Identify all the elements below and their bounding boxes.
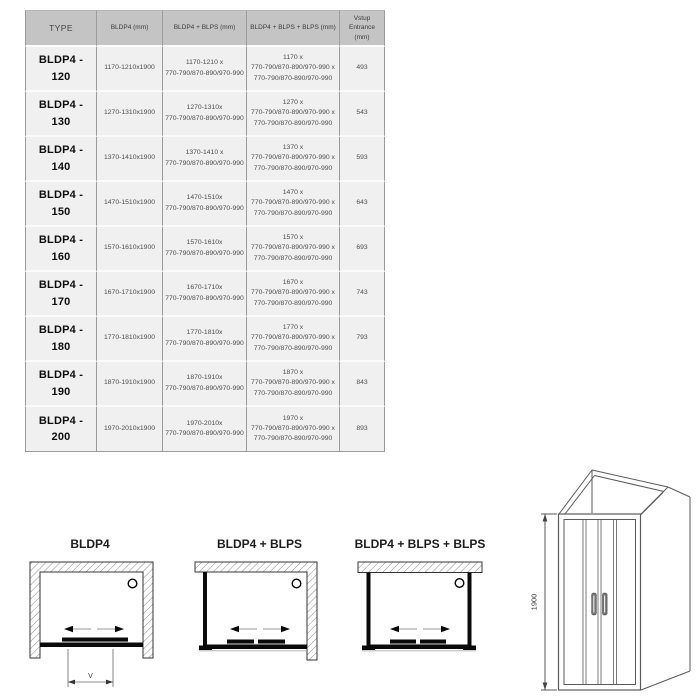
type-cell: BLDP4 - 170 xyxy=(25,272,97,317)
type-cell: BLDP4 - 130 xyxy=(25,92,97,137)
height-dimension-label: 1900 xyxy=(529,593,539,611)
table-row xyxy=(25,92,385,137)
plan1-title: BLDP4 xyxy=(70,537,110,551)
plan3-drawing xyxy=(350,555,505,700)
combo2-cell xyxy=(247,47,340,92)
plan3-title: BLDP4 + BLPS + BLPS xyxy=(354,537,486,551)
dim-line: 770-790/870-890/970-990 xyxy=(253,344,333,352)
combo1-cell xyxy=(163,182,247,227)
dim-line: 770-790/870-890/970-990 x xyxy=(251,289,335,297)
dim-line: 770-790/870-890/970-990 x xyxy=(251,244,335,252)
dim-line: 1370 x xyxy=(282,144,304,152)
combo1-cell xyxy=(163,362,247,407)
combo1-cell xyxy=(163,407,247,452)
dim-cell: 1170-1210x1900 xyxy=(97,47,163,92)
door-edge-highlight xyxy=(227,644,285,645)
dim-line: 770-790/870-890/970-990 x xyxy=(251,424,335,432)
dim-line: 770-790/870-890/970-990 xyxy=(253,389,333,397)
dim-line: 1170 x xyxy=(283,54,303,62)
elevation-3d-drawing xyxy=(525,455,700,700)
shower-box-3d xyxy=(559,470,691,690)
dim-line: 1670 x xyxy=(282,279,304,287)
dim-line: 1270-1310x xyxy=(186,104,223,112)
dim-line: 770-790/870-890/970-990 xyxy=(165,204,244,212)
combo2-cell xyxy=(247,407,340,452)
dim-line: 770-790/870-890/970-990 xyxy=(165,114,244,122)
entrance-cell: 893 xyxy=(340,407,385,452)
entrance-cell: 593 xyxy=(340,137,385,182)
shower-symbol-icon xyxy=(292,579,301,588)
table-row xyxy=(25,407,385,452)
slide-arrow-right-icon xyxy=(263,626,290,632)
dim-cell: 1470-1510x1900 xyxy=(97,182,163,227)
fixed-panel-blps xyxy=(367,573,371,647)
slide-arrow-right-icon xyxy=(97,626,124,632)
dim-cell: 1370-1410x1900 xyxy=(97,137,163,182)
sliding-door xyxy=(258,640,285,644)
sliding-door xyxy=(390,640,416,644)
dim-line: 770-790/870-890/970-990 xyxy=(253,435,333,443)
dim-line: 770-790/870-890/970-990 xyxy=(253,164,333,172)
slide-arrow-left-icon xyxy=(230,626,257,632)
type-cell: BLDP4 - 190 xyxy=(25,362,97,407)
dim-cell: 1670-1710x1900 xyxy=(97,272,163,317)
table-row xyxy=(25,317,385,362)
shower-symbol-icon xyxy=(128,579,137,588)
header-bldp4-blps-blps: BLDP4 + BLPS + BLPS (mm) xyxy=(247,10,340,47)
combo1-cell xyxy=(163,92,247,137)
type-cell: BLDP4 - 180 xyxy=(25,317,97,362)
sliding-track xyxy=(371,645,468,650)
entrance-cell: 543 xyxy=(340,92,385,137)
combo2-cell xyxy=(247,317,340,362)
fixed-panel-blps xyxy=(468,573,472,647)
combo2-cell xyxy=(247,182,340,227)
size-spec-table xyxy=(25,10,385,452)
sliding-doors xyxy=(62,638,128,642)
door-edge-highlight xyxy=(62,642,128,643)
dim-cell: 1570-1610x1900 xyxy=(97,227,163,272)
door-edge-highlight xyxy=(390,644,446,645)
dim-line: 770-790/870-890/970-990 x xyxy=(251,109,335,117)
table-row xyxy=(25,137,385,182)
wall-hatched xyxy=(358,562,482,573)
dim-line: 1970-2010x xyxy=(186,419,223,427)
dim-line: 1570-1610x xyxy=(186,239,223,247)
header-entrance-line: Entrance xyxy=(348,24,376,32)
dim-line: 1770-1810x xyxy=(186,329,223,337)
dim-line: 770-790/870-890/970-990 xyxy=(253,209,333,217)
dim-cell: 1970-2010x1900 xyxy=(97,407,163,452)
dim-line: 770-790/870-890/970-990 xyxy=(165,430,244,437)
header-bldp4-blps: BLDP4 + BLPS (mm) xyxy=(163,10,247,47)
dim-line: 770-790/870-890/970-990 x xyxy=(251,199,335,207)
combo1-cell xyxy=(163,227,247,272)
type-cell: BLDP4 - 150 xyxy=(25,182,97,227)
dim-line: 1770 x xyxy=(282,324,304,332)
dim-line: 770-790/870-890/970-990 xyxy=(253,119,333,127)
combo1-cell xyxy=(163,137,247,182)
combo2-cell xyxy=(247,362,340,407)
dim-line: 770-790/870-890/970-990 x xyxy=(251,64,335,72)
dim-line: 1170-1210 x xyxy=(185,59,224,67)
table-row xyxy=(25,227,385,272)
sliding-door xyxy=(227,640,254,644)
sliding-door xyxy=(420,640,446,644)
sliding-track xyxy=(207,645,307,650)
table-row xyxy=(25,272,385,317)
combo2-cell xyxy=(247,137,340,182)
slide-arrow-left-icon xyxy=(64,626,91,632)
fixed-panel-blps xyxy=(203,572,207,646)
table-row xyxy=(25,362,385,407)
combo1-cell xyxy=(163,317,247,362)
combo2-cell xyxy=(247,92,340,137)
dim-line: 770-790/870-890/970-990 x xyxy=(251,154,335,162)
entrance-cell: 693 xyxy=(340,227,385,272)
v-dimension-label: V xyxy=(88,673,93,680)
shower-symbol-icon xyxy=(455,579,464,588)
header-entrance-line: Vstup xyxy=(353,14,371,22)
entrance-cell: 643 xyxy=(340,182,385,227)
dim-line: 770-790/870-890/970-990 x xyxy=(251,334,335,342)
entrance-cell: 743 xyxy=(340,272,385,317)
table-row xyxy=(25,47,385,92)
dim-line: 1270 x xyxy=(282,99,304,107)
sliding-track xyxy=(40,643,143,648)
header-row xyxy=(25,10,385,47)
dim-line: 1870 x xyxy=(282,369,304,377)
header-type: TYPE xyxy=(25,10,97,47)
v-dimension xyxy=(68,649,113,687)
door-handle-highlight xyxy=(604,596,605,613)
combo1-cell xyxy=(163,272,247,317)
combo1-cell xyxy=(163,47,247,92)
dim-line: 770-790/870-890/970-990 xyxy=(165,249,244,257)
dim-line: 1870-1910x xyxy=(186,374,223,382)
dim-cell: 1270-1310x1900 xyxy=(97,92,163,137)
dim-line: 770-790/870-890/970-990 xyxy=(165,384,244,392)
dim-line: 770-790/870-890/970-990 xyxy=(253,254,333,262)
header-entrance xyxy=(340,10,385,47)
dim-line: 770-790/870-890/970-990 xyxy=(165,69,244,77)
combo2-cell xyxy=(247,227,340,272)
header-bldp4: BLDP4 (mm) xyxy=(97,10,163,47)
dim-line: 770-790/870-890/970-990 xyxy=(165,159,244,167)
dim-line: 770-790/870-890/970-990 xyxy=(165,339,244,347)
dim-cell: 1770-1810x1900 xyxy=(97,317,163,362)
door-handle-highlight xyxy=(593,596,594,613)
dim-line: 1570 x xyxy=(282,234,304,242)
dim-line: 770-790/870-890/970-990 xyxy=(253,299,333,307)
dim-line: 770-790/870-890/970-990 xyxy=(253,74,333,82)
dim-cell: 1870-1910x1900 xyxy=(97,362,163,407)
dim-line: 1370-1410 x xyxy=(185,149,224,157)
dim-line: 770-790/870-890/970-990 xyxy=(165,294,244,302)
entrance-cell: 843 xyxy=(340,362,385,407)
dim-line: 1470-1510x xyxy=(186,194,223,202)
table-row xyxy=(25,182,385,227)
dim-line: 770-790/870-890/970-990 x xyxy=(251,379,335,387)
slide-arrow-left-icon xyxy=(390,626,417,632)
plan2-title: BLDP4 + BLPS xyxy=(216,537,303,551)
type-cell: BLDP4 - 160 xyxy=(25,227,97,272)
type-cell: BLDP4 - 120 xyxy=(25,47,97,92)
type-cell: BLDP4 - 200 xyxy=(25,407,97,452)
plan2-drawing xyxy=(185,555,345,700)
height-dimension xyxy=(530,514,558,690)
entrance-cell: 793 xyxy=(340,317,385,362)
combo2-cell xyxy=(247,272,340,317)
header-entrance-line: (mm) xyxy=(354,33,370,41)
slide-arrow-right-icon xyxy=(423,626,450,632)
dim-line: 1470 x xyxy=(282,189,304,197)
entrance-cell: 493 xyxy=(340,47,385,92)
type-cell: BLDP4 - 140 xyxy=(25,137,97,182)
dim-line: 1670-1710x xyxy=(186,284,223,292)
plan1-drawing xyxy=(25,555,165,700)
dim-line: 1970 x xyxy=(282,414,304,422)
